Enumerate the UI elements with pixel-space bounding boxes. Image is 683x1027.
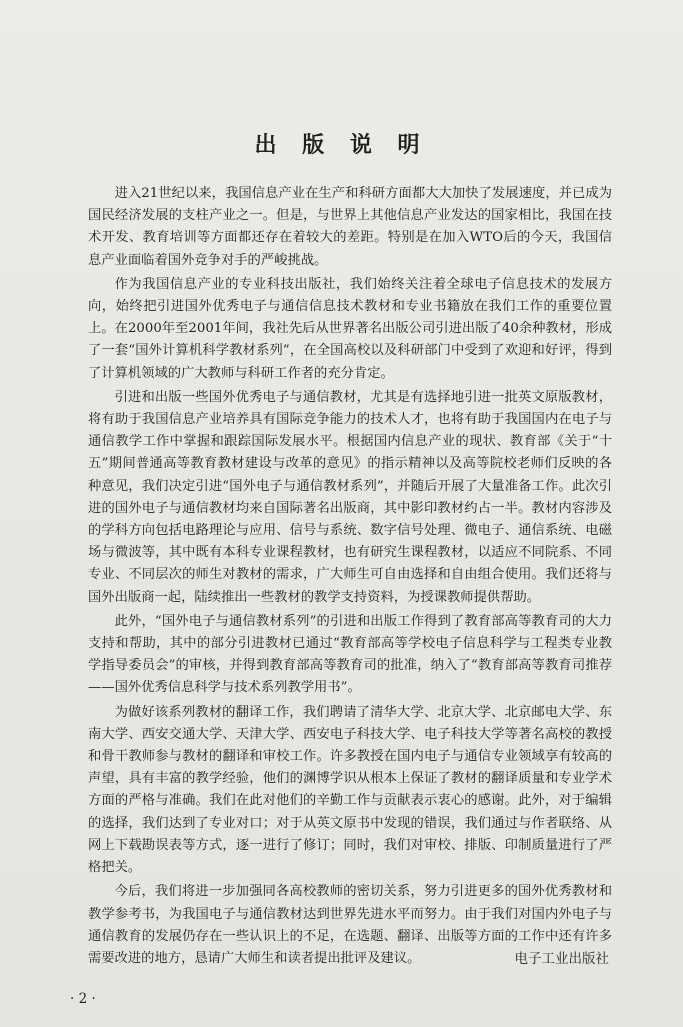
paragraph-5: 为做好该系列教材的翻译工作，我们聘请了清华大学、北京大学、北京邮电大学、东南大学、西安交通大学、天津大学、西安电子科技大学、电子科技大学等著名高校的教授和骨干教师参与教材的翻译和审校工作。许多教授在国内电子与通信专业领域享有较高的声望，具有丰富的教学经验，他们的渊博学识从根本上保证了教材的翻译质量和专业学术方面的严格与准确。我们在此对他们的辛勤工作与贡献表示衷心的感谢。此外，对于编辑的选择，我们达到了专业对口；对于从英文原书中发现的错误，我们通过与作者联络、从网上下载勘误表等方式，逐一进行了修订；同时，我们对审校、排版、印制质量进行了严格把关。 [88, 704, 612, 876]
paragraph-4: 此外，“国外电子与通信教材系列”的引进和出版工作得到了教育部高等教育司的大力支持和帮助，其中的部分引进教材已通过“教育部高等学校电子信息科学与工程类专业教学指导委员会”的审核，并得到教育部高等教育司的批准，纳入了“教育部高等教育司推荐——国外优秀信息科学与技术系列教学用书”。 [88, 613, 612, 696]
paragraph-1: 进入21世纪以来，我国信息产业在生产和科研方面都大大加快了发展速度，并已成为国民经济发展的支柱产业之一。但是，与世界上其他信息产业发达的国家相比，我国在技术开发、教育培训等方面都还存在着较大的差距。特别是在加入WTO后的今天，我国信息产业面临着国外竞争对手的严峻挑战。 [88, 186, 612, 268]
page-number: · 2 · [70, 991, 96, 1007]
document-body [88, 183, 612, 972]
paragraph-2: 作为我国信息产业的专业科技出版社，我们始终关注着全球电子信息技术的发展方向，始终把引进国外优秀电子与通信信息技术教材和专业书籍放在我们工作的重要位置上。在2000年至2001年间，我社先后从世界著名出版公司引进出版了40余种教材，形成了一套“国外计算机科学教材系列”，在全国高校以及科研部门中受到了欢迎和好评，得到了计算机领域的广大教师与科研工作者的充分肯定。 [88, 276, 612, 381]
paragraph-3: 引进和出版一些国外优秀电子与通信教材，尤其是有选择地引进一批英文原版教材，将有助于我国信息产业培养具有国际竞争能力的技术人才，也将有助于我国国内在电子与通信教学工作中掌握和跟踪国际发展水平。根据国内信息产业的现状、教育部《关于“十五”期间普通高等教育教材建设与改革的意见》的指示精神以及高等院校老师们反映的各种意见，我们决定引进“国外电子与通信教材系列”，并随后开展了大量准备工作。此次引进的国外电子与通信教材均来自国际著名出版商，其中影印教材约占一半。教材内容涉及的学科方向包括电路理论与应用、信号与系统、数字信号处理、微电子、通信系统、电磁场与微波等，其中既有本科专业课程教材，也有研究生课程教材，以适应不同院系、不同专业、不同层次的师生对教材的需求，广大师生可自由选择和自由组合使用。我们还将与国外出版商一起，陆续推出一些教材的教学支持资料，为授课教师提供帮助。 [88, 389, 612, 605]
page-title: 出 版 说 明 [254, 133, 429, 158]
publisher-signature: 电子工业出版社 [514, 951, 609, 967]
paragraph-6: 今后，我们将进一步加强同各高校教师的密切关系，努力引进更多的国外优秀教材和教学参考书，为我国电子与通信教材达到世界先进水平而努力。由于我们对国内外电子与通信教育的发展仍存在一些认识上的不足，在选题、翻译、出版等方面的工作中还有许多需要改进的地方，恳请广大师生和读者提出批评及建议。 [88, 884, 612, 966]
